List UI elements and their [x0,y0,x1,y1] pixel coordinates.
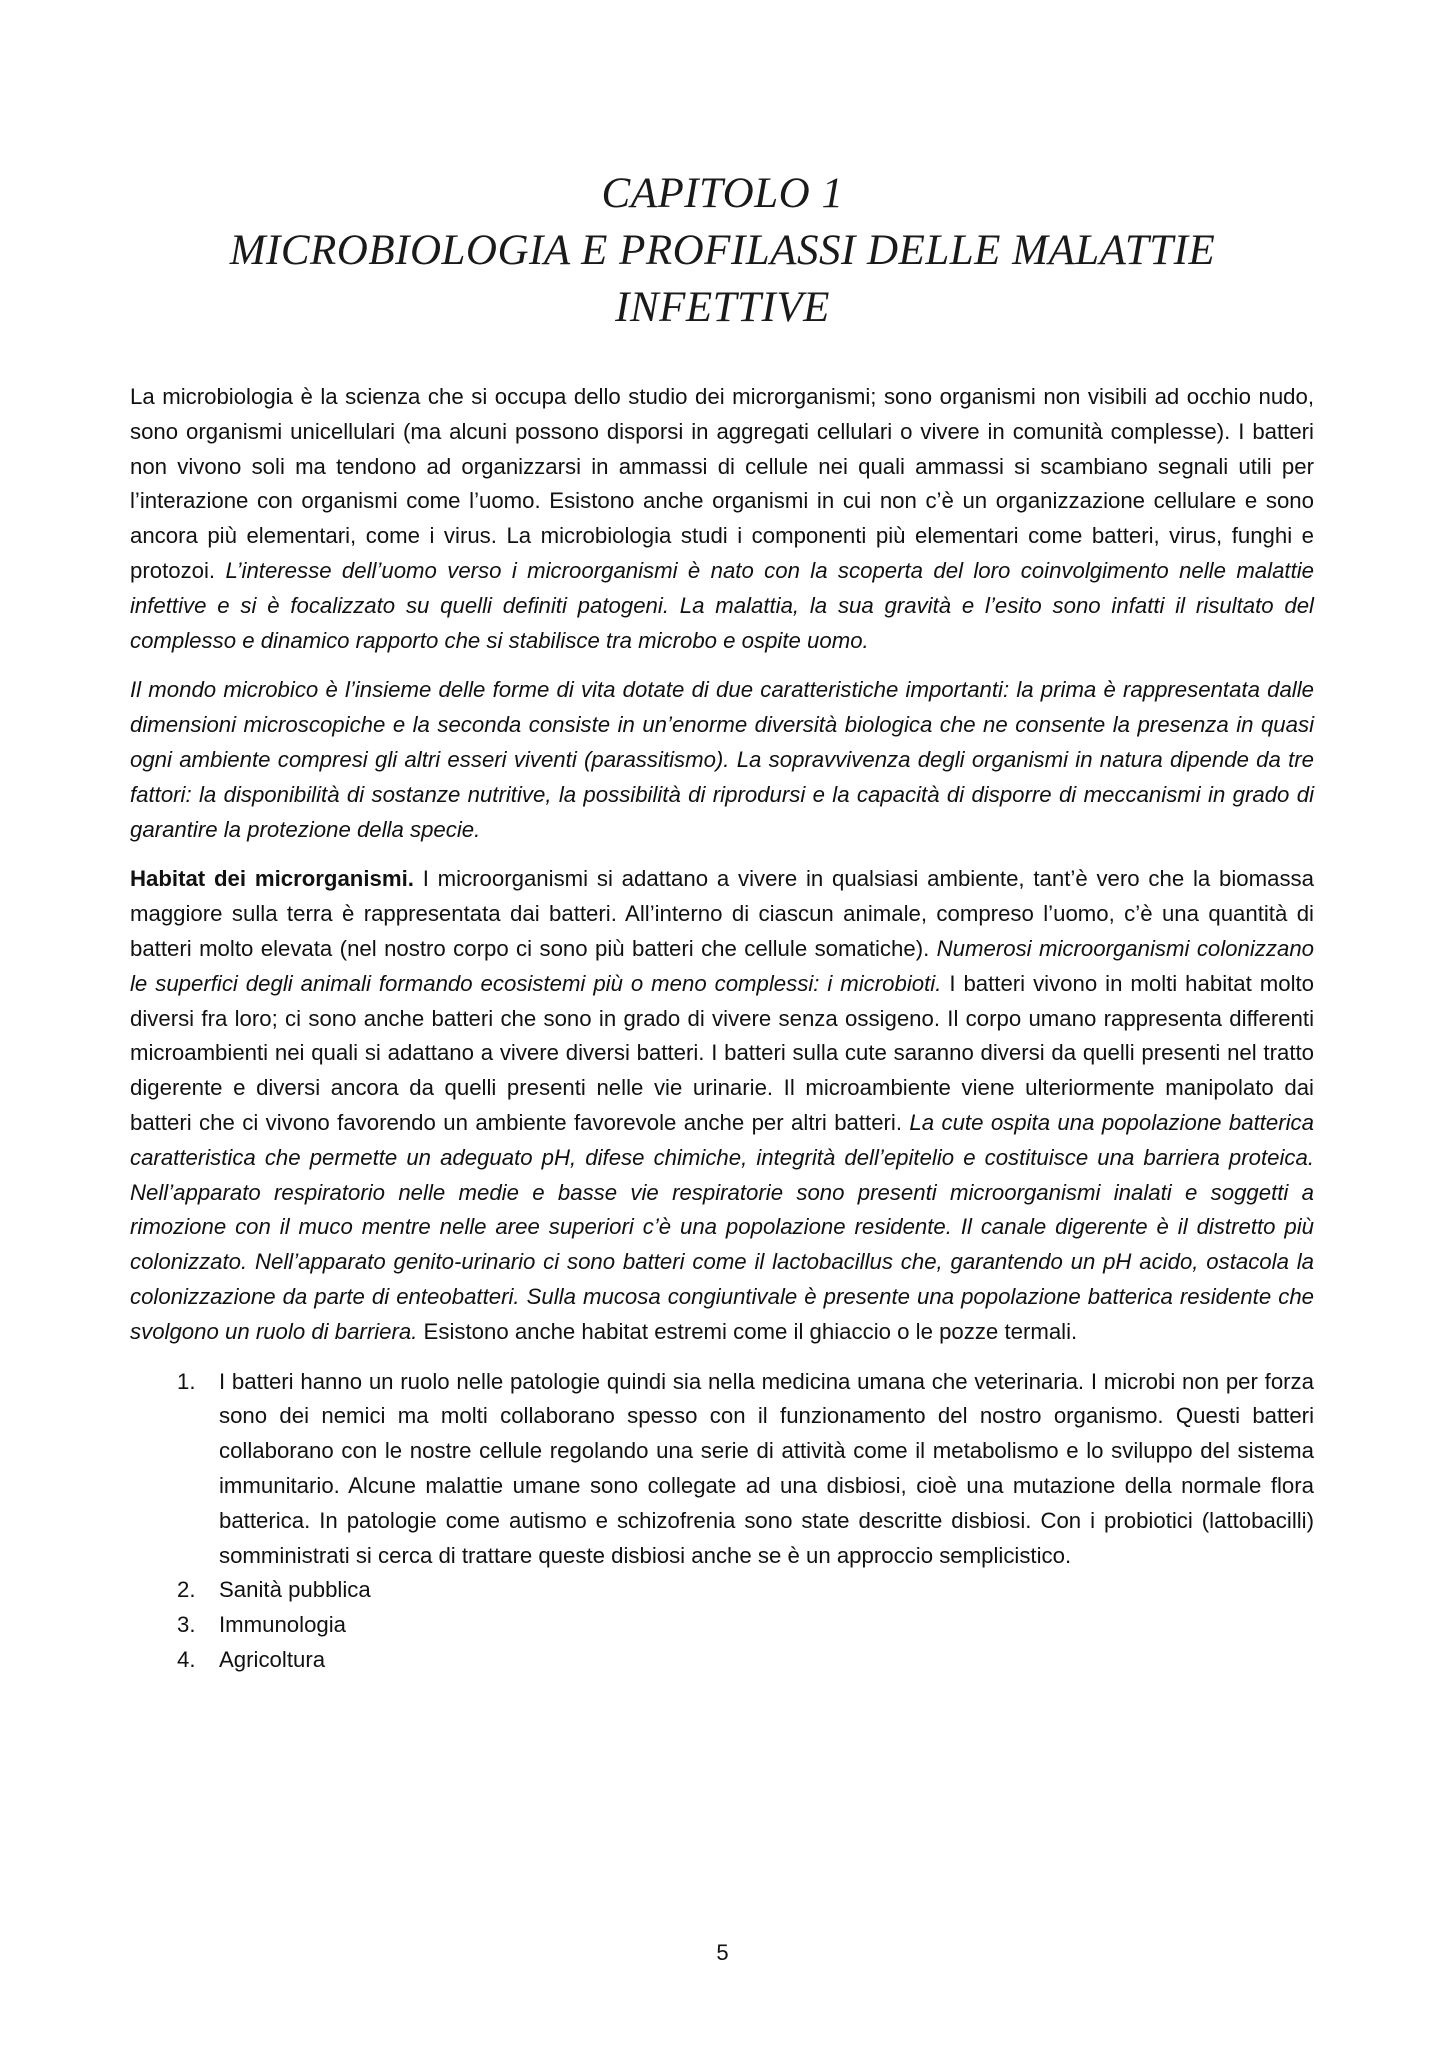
page-number: 5 [716,1940,729,1965]
list-item-number: 1. [177,1368,196,1394]
paragraph-text: I batteri vivono in molti habitat molto diversi fra loro; ci sono anche batteri che sono in grado di vivere senza ossigeno. Il corpo umano rappresenta differenti microambienti nei quali si adattano a vivere diversi batteri. I batteri sulla cute saranno diversi da quelli presenti nel tratto digerente e diversi ancora da quelli presenti nelle vie urinarie. Il microambiente viene ulteriormente manipolato dai batteri che ci vivono favorendo un ambiente favorevole anche per altri batteri. [130,970,1315,1135]
paragraph-text: Esistono anche habitat estremi come il ghiaccio o le pozze termali. [417,1318,1078,1344]
numbered-list [130,1365,1314,1678]
paragraph-italic-text: Il mondo microbico è l’insieme delle forme di vita dotate di due caratteristiche importanti: la prima è rappresentata dalle dimensioni microscopiche e la seconda consiste in un’enorme diversità biologica che ne consente la presenza in quasi ogni ambiente compresi gli altri esseri viventi (parassitismo). La sopravvivenza degli organismi in natura dipende da tre fattori: la disponibilità di sostanze nutritive, la possibilità di riprodursi e la capacità di disporre di meccanismi in grado di garantire la protezione della specie. [130,677,1314,842]
paragraph-text: La microbiologia è la scienza che si occupa dello studio dei microrganismi; sono organismi non visibili ad occhio nudo, sono organismi unicellulari (ma alcuni possono disporsi in aggregati cellulari o vivere in comunità complesse). I batteri non vivono soli ma tendono ad organizzarsi in ammassi di cellule nei quali ammassi si scambiano segnali utili per l’interazione con organismi come l’uomo. Esistono anche organismi in cui non c’è un organizzazione cellulare e sono ancora più elementari, come i virus. La microbiologia studi i componenti più elementari come batteri, virus, funghi e protozoi. [130,384,1314,583]
paragraph-intro [130,380,1314,658]
chapter-title-line: MICROBIOLOGIA E PROFILASSI DELLE MALATTIE [229,227,1216,274]
list-item [130,1365,1314,1574]
list-item-number: 2. [177,1577,196,1603]
paragraph-italic-text: L’interesse dell’uomo verso i microorganismi è nato con la scoperta del loro coinvolgimento nelle malattie infettive e si è focalizzato su quelli definiti patogeni. La malattia, la sua gravità e l’esito sono infatti il risultato del complesso e dinamico rapporto che si stabilisce tra microbo e ospite uomo. [130,557,1315,653]
chapter-number: CAPITOLO 1 [601,170,844,217]
list-item-text: I batteri hanno un ruolo nelle patologie quindi sia nella medicina umana che veterinaria. I microbi non per forza sono dei nemici ma molti collaborano spesso con il funzionamento del nostro organismo. Questi batteri collaborano con le nostre cellule regolando una serie di attività come il metabolismo e lo sviluppo del sistema immunitario. Alcune malattie umane sono collegate ad una disbiosi, cioè una mutazione della normale flora batterica. In patologie come autismo e schizofrenia sono state descritte disbiosi. Con i probiotici (lattobacilli) somministrati si cerca di trattare queste disbiosi anche se è un approccio semplicistico. [219,1368,1314,1568]
chapter-title [150,165,1295,336]
paragraph-microbial-world [130,673,1314,847]
list-item [130,1608,1314,1643]
list-item-number: 4. [177,1646,196,1672]
list-item [130,1573,1314,1608]
list-item [130,1643,1314,1678]
paragraph-italic-text: Numerosi microorganismi colonizzano le superfici degli animali formando ecosistemi più o meno complessi: i microbioti. [130,935,1314,996]
body-text [130,380,1314,1678]
list-item-number: 3. [177,1612,196,1638]
paragraph-italic-text: La cute ospita una popolazione batterica caratteristica che permette un adeguato pH, difese chimiche, integrità dell’epitelio e costituisce una barriera proteica. Nell’apparato respiratorio nelle medie e basse vie respiratorie sono presenti microorganismi inalati e soggetti a rimozione con il muco mentre nelle aree superiori c’è una popolazione residente. Il canale digerente è il distretto più colonizzato. Nell’apparato genito-urinario ci sono batteri come il lactobacillus che, garantendo un pH acido, ostacola la colonizzazione da parte di enteobatteri. Sulla mucosa congiuntivale è presente una popolazione batterica residente che svolgono un ruolo di barriera. [130,1109,1314,1344]
section-heading: Habitat dei microrganismi. [130,866,414,892]
paragraph-text: I microorganismi si adattano a vivere in qualsiasi ambiente, tant’è vero che la biomassa maggiore sulla terra è rappresentata dai batteri. All’interno di ciascun animale, compreso l’uomo, c’è una quantità di batteri molto elevata (nel nostro corpo ci sono più batteri che cellule somatiche). [130,866,1314,961]
list-item-text: Sanità pubblica [219,1577,371,1603]
paragraph-habitat [130,862,1314,1349]
list-item-text: Immunologia [219,1612,347,1638]
chapter-title-line: INFETTIVE [615,284,830,331]
list-item-text: Agricoltura [219,1646,326,1672]
